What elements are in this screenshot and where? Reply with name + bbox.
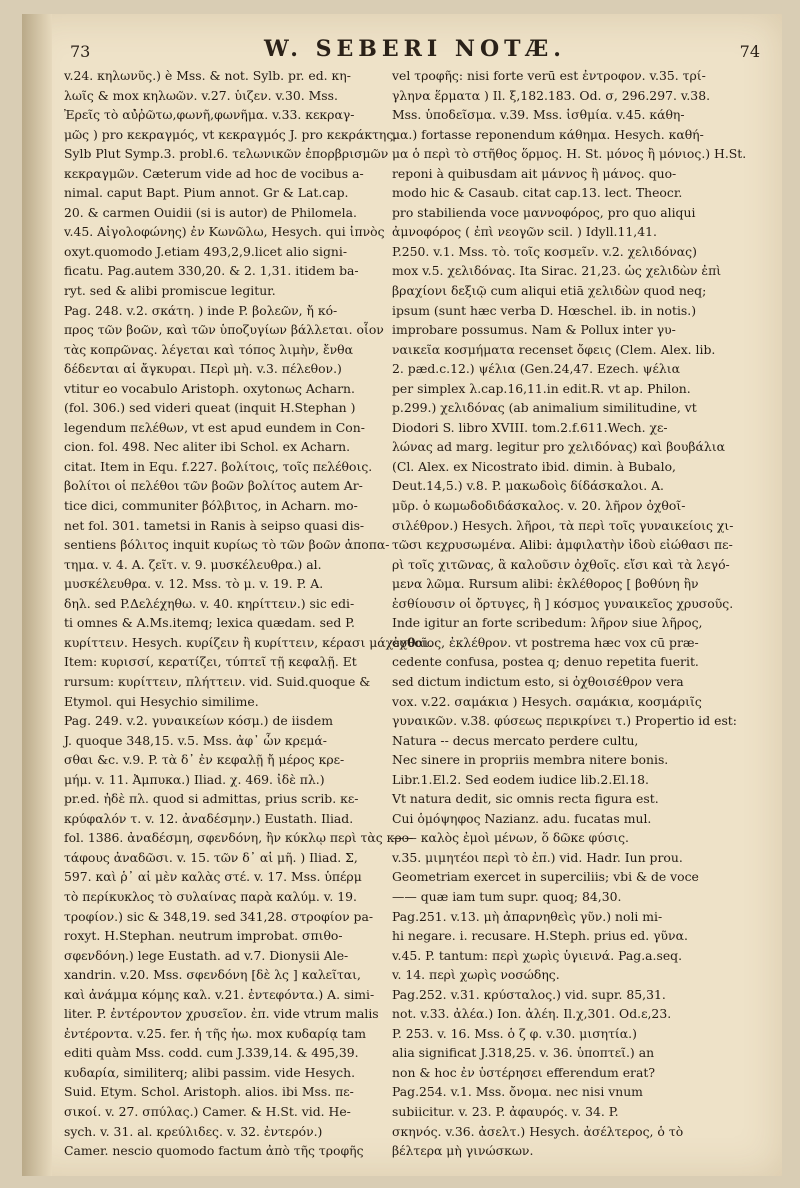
text-line: τὰς κοπρῶνας. λέγεται καὶ τόπος λιμὴν, ἔνθα bbox=[64, 341, 353, 357]
left-page-number: 73 bbox=[70, 42, 91, 61]
text-line: nimal. caput Bapt. Pium annot. Gr & Lat.cap. bbox=[64, 185, 349, 201]
text-line: —— quæ iam tum supr. quoq; 84,30. bbox=[392, 888, 622, 904]
text-line: improbare possumus. Nam & Pollux inter γυ- bbox=[392, 322, 676, 338]
text-line: βολίτοι οἱ πελέθοι τῶν βοῶν βολίτος autem Ar- bbox=[64, 478, 363, 494]
text-line: Natura -- decus mercato perdere cultu, bbox=[392, 732, 639, 748]
text-line: Cui ὁμόψηφος Nazianz. adu. fucatas mul. bbox=[392, 810, 652, 826]
text-line: sych. v. 31. al. κρεύλιδες. v. 32. ἐντερόν.) bbox=[64, 1123, 323, 1139]
text-line: 2. pæd.c.12.) ψέλια (Gen.24,47. Ezech. ψέλια bbox=[392, 361, 680, 377]
text-line: Ἐρεῖς τὸ αὐ̓ῤῶτω,φωνῆ,φωνῆμα. v.33. κεκραγ- bbox=[64, 107, 355, 123]
text-line: σθαι &c. v.9. P. τὰ δ᾽ ἐν κεφαλῇ ἤ μέρος κρε- bbox=[64, 752, 345, 768]
text-line: Mss. ὑποδεῖσμα. v.39. Mss. ἱσθμία. v.45. κάθη- bbox=[392, 107, 685, 123]
text-line: sentiens βόλιτος inquit κυρίως τὸ τῶν βοῶν ἀποπα- bbox=[64, 537, 390, 553]
text-line: J. quoque 348,15. v.5. Mss. ἀφ᾽ ὧν κρεμά- bbox=[64, 732, 327, 748]
text-line: ipsum (sunt hæc verba D. Hœschel. ib. in notis.) bbox=[392, 302, 697, 318]
text-line: μυσκέλευθρα. v. 12. Mss. τὸ μ. v. 19. P. Α. bbox=[64, 576, 324, 592]
text-line: mox v.5. χελιδόνας. Ita Sirac. 21,23. ὡς χελιδὼν ἐπὶ bbox=[392, 263, 722, 279]
text-line: σκηνός. v.36. ἀσελτ.) Hesych. ἀσέλτερος, ὁ τὸ bbox=[392, 1123, 684, 1139]
page-gutter-shadow bbox=[22, 14, 52, 1176]
text-line: vel τροφῆς: nisi forte verū est ἐντροφον. v.35. τρί- bbox=[392, 68, 706, 83]
text-line: ἀμνοφόρος ( ἐπὶ νεογῶν scil. ) Idyll.11,41. bbox=[392, 224, 657, 240]
text-line: ὀχθοῖος, ἐκλέθρον. vt postrema hæc vox cū præ- bbox=[392, 634, 699, 650]
text-line: citat. Item in Equ. f.227. βολίτοις, τοῖς πελέθοις. bbox=[64, 458, 373, 474]
text-line: sed dictum indictum esto, si ὀχθοισέθρον vera bbox=[392, 673, 684, 689]
text-line: γυναικῶν. v.38. φύσεως περικρίνει τ.) Propertio id est: bbox=[392, 713, 737, 729]
right-text-column bbox=[392, 66, 754, 1161]
text-line: ρὶ τοῖς χιτῶνας, ἃ καλοῦσιν ὀχθοῖς. εἴσι καὶ τὰ λεγό- bbox=[392, 556, 730, 572]
text-line: Sylb Plut Symp.3. probl.6. τελωνικῶν ἐπορβρισμῶν bbox=[64, 146, 389, 162]
text-line: (Cl. Alex. ex Nicostrato ibid. dimin. à Bubalo, bbox=[392, 458, 676, 474]
text-line: λώνας ad marg. legitur pro χελιδόνας) καὶ βουβάλια bbox=[392, 439, 725, 455]
text-line: v.24. κηλωνῦς.) è Mss. & not. Sylb. pr. ed. κη- bbox=[64, 68, 351, 83]
text-line: vtitur eo vocabulo Aristoph. oxytonως Acharn. bbox=[64, 380, 355, 396]
text-line: μήμ. v. 11. Ἀμπυκα.) Iliad. χ. 469. ἰδὲ πλ.) bbox=[64, 771, 325, 787]
text-line: fol. 1386. ἀναδέσμη, σφενδόνη, ἢν κύκλῳ περὶ τὰς κρο- bbox=[64, 830, 414, 846]
book-page bbox=[22, 14, 782, 1176]
text-line: net fol. 301. tametsi in Ranis à seipso quasi dis- bbox=[64, 517, 365, 533]
text-line: κυρίττειν. Hesych. κυρίζειν ἢ κυρίττειν, κέρασι μάχεσθαι. bbox=[64, 634, 433, 650]
text-line: P.250. v.1. Mss. τὸ. τοῖς κοσμεῖν. v.2. χελιδόνας) bbox=[392, 243, 697, 259]
text-line: cedente confusa, postea q; denuo repetita fuerit. bbox=[392, 654, 699, 670]
text-line: (fol. 306.) sed videri queat (inquit H.Stephan ) bbox=[64, 400, 356, 416]
text-line: μενα λῶμα. Rursum alibi: ἐκλέθορος [ βοθύνη ἢν bbox=[392, 576, 699, 592]
text-line: roxyt. H.Stephan. neutrum improbat. σπιθο- bbox=[64, 928, 343, 944]
text-line: legendum πελέθων, vt est apud eundem in Con- bbox=[64, 419, 365, 435]
right-page-number: 74 bbox=[739, 42, 760, 61]
text-line: κεκραγμῶν. Cæterum vide ad hoc de vocibus a- bbox=[64, 165, 364, 181]
text-line: Vt natura dedit, sic omnis recta figura est. bbox=[392, 791, 659, 807]
text-line: Pag.251. v.13. μὴ ἀπαρνηθεὶς γῦν.) noli mi- bbox=[392, 908, 663, 924]
text-line: reponi à quibusdam ait μάννος ἢ μάνος. quo- bbox=[392, 165, 677, 181]
text-line: κρύφαλόν τ. v. 12. ἀναδέσμην.) Eustath. Iliad. bbox=[64, 810, 354, 826]
text-line: τάφους ἀναδῶσι. v. 15. τῶν δ᾽ αἱ μῆ. ) Iliad. Σ, bbox=[64, 849, 358, 865]
text-line: liter. P. ἐντέροντον χρυσεῖον. ἐπ. vide vtrum malis bbox=[64, 1006, 379, 1022]
text-line: Pag.254. v.1. Mss. ὄνομα. nec nisi vnum bbox=[392, 1084, 643, 1100]
text-line: ἐσθίουσιν οἱ ὄρτυγες, ἢ ] κόσμος γυναικεῖος χρυσοῦς. bbox=[392, 595, 734, 611]
text-line: βραχίονι δεξιῷ cum aliqui etiā χελιδὼν quod neq; bbox=[392, 283, 707, 299]
text-line: δηλ. sed P.Δελέχηθω. v. 40. κηρίττειν.) sic edi- bbox=[64, 595, 355, 611]
text-line: not. v.33. ἀλέα.) Ion. ἀλέη. Il.χ,301. Od.ε,23. bbox=[392, 1006, 672, 1022]
text-line: σικοί. v. 27. σπύλας.) Camer. & H.St. vid. He- bbox=[64, 1103, 351, 1119]
text-line: Pag. 248. v.2. σκάτη. ) inde P. βολεῶν, ἤ κό- bbox=[64, 302, 338, 318]
text-line: alia significat J.318,25. v. 36. ὑποπτεῖ.) an bbox=[392, 1045, 655, 1061]
text-line: —— καλὸς ἐμοὶ μένων, ὅ δῶκε φύσις. bbox=[392, 830, 629, 846]
text-line: pro stabilienda voce μαννοφόρος, pro quo aliqui bbox=[392, 204, 696, 220]
text-line: λωῖς & mox κηλωῶν. v.27. ὑιζεν. v.30. Mss. bbox=[64, 87, 338, 103]
text-line: subiicitur. v. 23. P. ἀφαυρός. v. 34. P. bbox=[392, 1103, 619, 1119]
text-line: xandrin. v.20. Mss. σφενδόνη [δὲ λς ] καλεῖται, bbox=[64, 967, 361, 983]
text-line: modo hic & Casaub. citat cap.13. lect. Theocr. bbox=[392, 185, 683, 201]
text-line: Item: κυρισσί, κερατίζει, τύπτεῖ τῇ κεφαλῇ. Et bbox=[64, 654, 357, 670]
text-line: 597. καὶ ῥ᾽ αἱ μὲν καλὰς στέ. v. 17. Mss. ὑπέρμ bbox=[64, 869, 362, 885]
text-line: Geometriam exercet in superciliis; vbi & de voce bbox=[392, 869, 699, 885]
text-line: tice dici, communiter βόλβιτος, in Acharn. mo- bbox=[64, 498, 358, 514]
text-line: pr.ed. ἠδὲ πλ. quod si admittas, prius scrib. κε- bbox=[64, 791, 359, 807]
text-line: 20. & carmen Ouidii (si is autor) de Philomela. bbox=[64, 204, 357, 220]
text-line: τὸ περίκυκλος τὸ συλαίνας παρὰ καλύμ. v. 19. bbox=[64, 888, 357, 904]
text-line: vox. v.22. σαμάκια ) Hesych. σαμάκια, κοσμάριῖς bbox=[392, 693, 702, 709]
running-title: W. SEBERI NOTÆ. bbox=[264, 36, 566, 62]
text-line: v.45. Αἰγολοφώνης) ἐν Κωνῶλω, Hesych. qui ἰπνὸς bbox=[64, 224, 385, 240]
text-line: μῦρ. ὁ κωμωδοδιδάσκαλος. v. 20. λῆρον ὀχθοῖ- bbox=[392, 498, 686, 514]
left-text-column bbox=[64, 66, 433, 1161]
text-line: per simplex λ.cap.16,11.in edit.R. vt ap. Philon. bbox=[392, 380, 691, 396]
text-line: γληνα ἕρματα ) Il. ξ,182.183. Od. σ, 296.297. v.38. bbox=[392, 87, 711, 103]
text-line: κυδαρία, similiterq; alibi passim. vide Hesych. bbox=[64, 1064, 356, 1080]
text-line: Diodori S. libro XVIII. tom.2.f.611.Wech. χε- bbox=[392, 419, 668, 435]
text-line: βέλτερα μὴ γινώσκων. bbox=[392, 1143, 534, 1159]
text-line: editi quàm Mss. codd. cum J.339,14. & 495,39. bbox=[64, 1045, 359, 1061]
text-line: δέδενται αἱ ἄγκυραι. Περὶ μὴ. v.3. πέλεθον.) bbox=[64, 361, 342, 377]
text-line: ἐντέροντα. v.25. fer. ἡ τῆς ἡω. mox κυδαρίᾳ tam bbox=[64, 1025, 367, 1041]
text-line: rursum: κυρίττειν, πλήττειν. vid. Suid.quoque & bbox=[64, 673, 371, 689]
text-line: non & hoc ἐν ὑστέρησει efferendum erat? bbox=[392, 1064, 655, 1080]
text-line: τημα. v. 4. Α. ζεῖτ. v. 9. μυσκέλευθρα.) al. bbox=[64, 556, 322, 572]
text-line: Libr.1.El.2. Sed eodem iudice lib.2.El.18. bbox=[392, 771, 649, 787]
text-line: cion. fol. 498. Nec aliter ibi Schol. ex Acharn. bbox=[64, 439, 351, 455]
text-line: p.299.) χελιδόνας (ab animalium similitudine, vt bbox=[392, 400, 697, 416]
text-line: v.35. μιμητέοι περὶ τὸ ἐπ.) vid. Hadr. Iun prou. bbox=[392, 849, 683, 865]
text-line: ναικεῖα κοσμήματα recenset ὄφεις (Clem. Alex. lib. bbox=[392, 341, 716, 357]
page-header bbox=[70, 34, 760, 68]
text-line: ficatu. Pag.autem 330,20. & 2. 1,31. itidem ba- bbox=[64, 263, 359, 279]
text-line: τῶσι κεχρυσωμένα. Alibi: ἀμφιλατὴν ἰδοὺ εἰώθασι πε- bbox=[392, 537, 733, 553]
text-line: καὶ ἀνάμμα κόμης καλ. v.21. ἐντεφόντα.) A. simi- bbox=[64, 986, 375, 1002]
text-line: Suid. Etym. Schol. Aristoph. alios. ibi Mss. πε- bbox=[64, 1084, 354, 1100]
text-line: ti omnes & A.Ms.itemq; lexica quædam. sed P. bbox=[64, 615, 355, 631]
text-line: σιλέθρον.) Hesych. λῆροι, τὰ περὶ τοῖς γυναικείοις χι- bbox=[392, 517, 734, 533]
text-line: προς τῶν βοῶν, καὶ τῶν ὑποζυγίων βάλλεται. οἷον bbox=[64, 322, 384, 338]
text-line: Etymol. qui Hesychio similime. bbox=[64, 693, 259, 709]
text-line: τροφίον.) sic & 348,19. sed 341,28. στροφίον pa- bbox=[64, 908, 374, 924]
text-line: Camer. nescio quomodo factum ἀπὸ τῆς τροφῆς bbox=[64, 1143, 364, 1159]
text-line: μῶς ) pro κεκραγμός, vt κεκραγμός J. pro κεκράκτης. bbox=[64, 126, 398, 142]
text-line: Nec sinere in propriis membra nitere bonis. bbox=[392, 752, 669, 768]
text-line: μα ὁ περὶ τὸ στῆθος ὅρμος. H. St. μόνος ἢ μόνιος.) H.St. bbox=[392, 146, 747, 162]
text-line: ryt. sed & alibi promiscue legitur. bbox=[64, 283, 276, 299]
text-line: μα.) fortasse reponendum κάθημα. Hesych. καθή- bbox=[392, 126, 704, 142]
text-line: v.45. P. tantum: περὶ χωρὶς ὑγιεινά. Pag.a.seq. bbox=[392, 947, 683, 963]
text-line: Inde igitur an forte scribedum: λῆρον siue λῆρος, bbox=[392, 615, 703, 631]
text-line: v. 14. περὶ χωρὶς νοσώδης. bbox=[392, 967, 560, 983]
text-line: Pag. 249. v.2. γυναικείων κόσμ.) de iisdem bbox=[64, 713, 333, 729]
text-line: P. 253. v. 16. Mss. ὁ ζ φ. v.30. μισητία.) bbox=[392, 1025, 637, 1041]
text-line: Pag.252. v.31. κρύσταλος.) vid. supr. 85,31. bbox=[392, 986, 666, 1002]
text-line: σφενδόνη.) lege Eustath. ad v.7. Dionysii Ale- bbox=[64, 947, 349, 963]
text-line: hi negare. i. recusare. H.Steph. prius ed. γῦνα. bbox=[392, 928, 688, 944]
text-line: Deut.14,5.) v.8. P. μακωδοὶς δίδάσκαλοι. A. bbox=[392, 478, 664, 494]
text-line: oxyt.quomodo J.etiam 493,2,9.licet alio signi- bbox=[64, 243, 348, 259]
